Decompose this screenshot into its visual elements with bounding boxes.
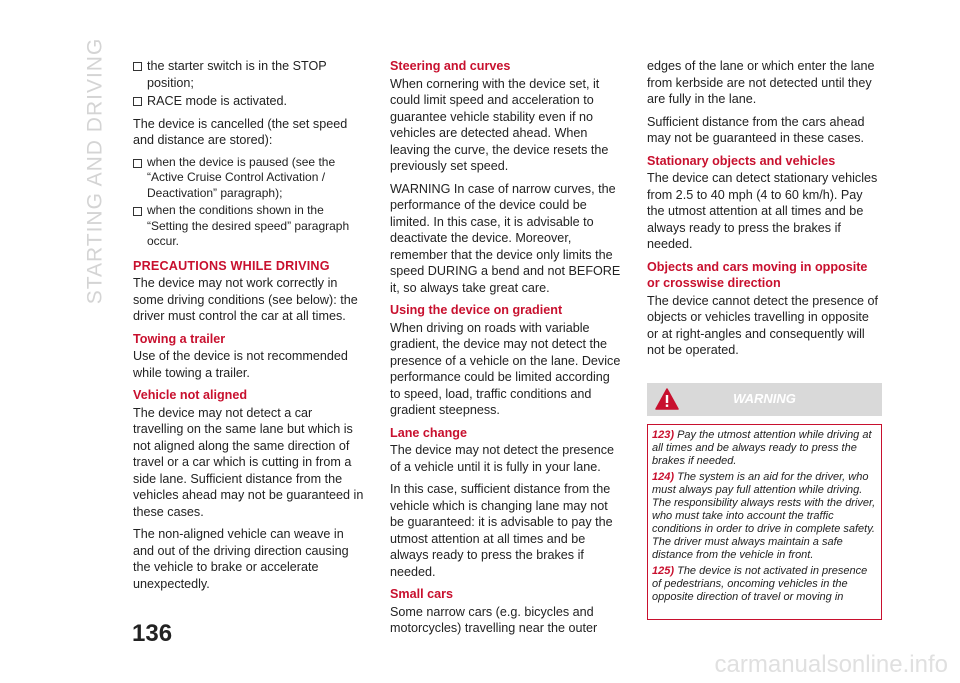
subsection-heading: Towing a trailer [133,331,226,346]
paragraph: The device may not detect the presence of a vehicle until it is fully in your lane. [390,443,615,474]
warning-triangle-icon [655,387,679,411]
paragraph: Some narrow cars (e.g. bicycles and motorcycles) travelling near the outer [390,604,598,635]
column-1 [133,58,365,598]
section-side-title [78,37,112,304]
warning-item [652,565,877,604]
bullet-item: RACE mode is activated. [133,93,365,110]
checkbox-bullet-icon [133,159,142,168]
paragraph: WARNING In case of narrow curves, the performance of the device could be limited. In this case, it is advisable to deactivate the device. Moreover, remember that the device only limits the speed DURING a bend and not BEFORE it, so always take great care. [390,181,621,295]
paragraph: When driving on roads with variable gradient, the device may not detect the presence of a vehicle on the lane. Device performance could be limited according to speed, load, traffic conditions and gradient steepness. [390,320,621,417]
checkbox-bullet-icon [133,97,142,106]
warning-label: WARNING [733,390,796,406]
column-2 [390,58,622,643]
paragraph: The non-aligned vehicle can weave in and out of the driving direction causing the vehicle to brake or accelerate unexpectedly. [133,527,349,591]
subsection-heading: Stationary objects and vehicles [647,153,836,168]
section-heading: PRECAUTIONS WHILE DRIVING [133,258,330,273]
warning-text: The system is an aid for the driver, who must always pay full attention while driving. The responsibility always rests with the driver, who must take into account the traffic conditions in order to drive in complete safety. The driver must always maintain a safe distance from the vehicle in front. [652,470,876,561]
paragraph: The device is cancelled (the set speed and distance are stored): [133,116,348,147]
warning-number: 124) [652,470,675,483]
subsection-heading: Using the device on gradient [390,303,563,317]
bullet-item: when the device is paused (see the “Active Cruise Control Activation / Deactivation” paragraph); [133,155,365,202]
checkbox-bullet-icon [133,207,142,216]
paragraph: When cornering with the device set, it could limit speed and acceleration to guarantee vehicle stability even if no vehicles are detected ahead. When leaving the curve, the device resets the previously set speed. [390,76,609,173]
warning-box [647,424,882,620]
paragraph: The device may not detect a car travelling on the same lane but which is not aligned along the same direction of travel or a car which is cutting in from a side lane. Sufficient distance from the vehicles ahead may not be guaranteed in these cases. [133,405,364,519]
subsection-heading: Lane change [390,425,467,440]
paragraph: The device can detect stationary vehicles from 2.5 to 40 mph (4 to 60 km/h). Pay the utmost attention at all times and be always ready to press the brakes if needed. [647,171,878,251]
warning-header [647,383,882,416]
bullet-item: when the conditions shown in the “Setting the desired speed” paragraph occur. [133,203,365,250]
paragraph: The device cannot detect the presence of objects or vehicles travelling in opposite or at right-angles and consequently will not be operated. [647,293,879,357]
subsection-heading: Vehicle not aligned [133,388,248,402]
checkbox-bullet-icon [133,62,142,71]
paragraph: The device may not work correctly in some driving conditions (see below): the driver must control the car at all times. [133,276,358,323]
warning-item [652,429,877,468]
column-3 [647,58,882,620]
paragraph: In this case, sufficient distance from the vehicle which is changing lane may not be guaranteed: it is advisable to pay the utmost attention at all times and be always ready to press the brakes if needed. [390,482,613,579]
section-side-title-text: STARTING AND DRIVING [83,37,106,304]
warning-item [652,471,877,562]
warning-number: 125) [652,564,675,577]
warning-number: 123) [652,428,675,441]
warning-text: Pay the utmost attention while driving at all times and be always ready to press the brakes if needed. [652,428,872,467]
page-number: 136 [132,620,173,647]
watermark: carmanualsonline.info [714,651,948,678]
subsection-heading: Steering and curves [390,59,511,73]
paragraph: Sufficient distance from the cars ahead may not be guaranteed in these cases. [647,114,865,145]
bullet-item: the starter switch is in the STOP position; [133,58,365,91]
warning-text: The device is not activated in presence of pedestrians, oncoming vehicles in the opposite direction of travel or moving in [652,564,868,603]
paragraph: edges of the lane or which enter the lane from kerbside are not detected until they are fully in the lane. [647,59,875,106]
subsection-heading: Objects and cars moving in opposite or crosswise direction [647,259,868,290]
subsection-heading: Small cars [390,587,454,601]
paragraph: Use of the device is not recommended while towing a trailer. [133,349,348,380]
